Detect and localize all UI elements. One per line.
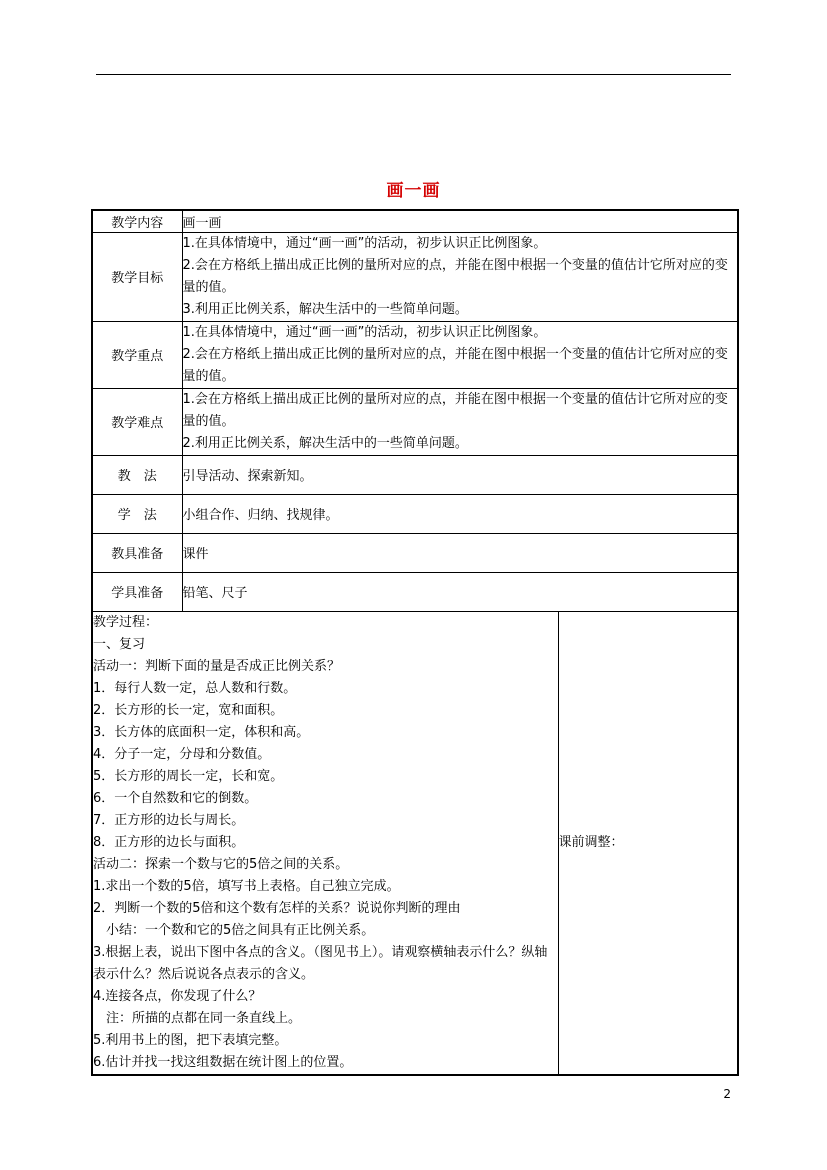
row-teacher-tools (92, 533, 738, 572)
process-line: 8．正方形的边长与面积。 (93, 834, 245, 850)
process-line: 5．长方形的周长一定，长和宽。 (93, 768, 284, 784)
difficulty-item: 2.利用正比例关系，解决生活中的一些简单问题。 (182, 435, 468, 451)
process-line: 2．长方形的长一定，宽和面积。 (93, 702, 284, 718)
value-student-tools: 铅笔、尺子 (182, 572, 738, 611)
page-number: 2 (723, 1087, 731, 1101)
process-line: 活动一：判断下面的量是否成正比例关系？ (93, 658, 341, 674)
row-difficulties (92, 388, 738, 455)
process-line: 4．分子一定，分母和分数值。 (93, 746, 271, 762)
label-content: 教学内容 (92, 210, 182, 232)
label-key-points: 教学重点 (92, 321, 182, 388)
process-line: 1．每行人数一定，总人数和行数。 (93, 680, 297, 696)
label-student-tools: 学具准备 (92, 572, 182, 611)
key-point-item: 2.会在方格纸上描出成正比例的量所对应的点，并能在图中根据一个变量的值估计它所对应的变量的值。 (182, 346, 728, 384)
value-difficulties (182, 388, 738, 455)
process-line: 3.根据上表，说出下图中各点的含义。（图见书上）。请观察横轴表示什么？纵轴表示什么？然后说说各点表示的含义。 (93, 944, 548, 982)
process-line: 3．长方体的底面积一定，体积和高。 (93, 724, 310, 740)
row-key-points (92, 321, 738, 388)
value-content: 画一画 (182, 210, 738, 232)
row-goals (92, 232, 738, 321)
row-learning-method (92, 494, 738, 533)
process-line: 6.估计并找一找这组数据在统计图上的位置。 (93, 1054, 353, 1070)
goal-item: 2.会在方格纸上描出成正比例的量所对应的点，并能在图中根据一个变量的值估计它所对应的变量的值。 (182, 257, 728, 295)
process-line: 6．一个自然数和它的倒数。 (93, 790, 258, 806)
row-content (92, 210, 738, 232)
goal-item: 3.利用正比例关系，解决生活中的一些简单问题。 (182, 301, 468, 317)
label-goals: 教学目标 (92, 232, 182, 321)
value-teaching-method: 引导活动、探索新知。 (182, 455, 738, 494)
process-line: 注：所描的点都在同一条直线上。 (106, 1010, 302, 1026)
process-line: 2．判断一个数的5倍和这个数有怎样的关系？说说你判断的理由 (93, 900, 461, 916)
label-teacher-tools: 教具准备 (92, 533, 182, 572)
header-rule (96, 74, 731, 75)
value-goals (182, 232, 738, 321)
value-teacher-tools: 课件 (182, 533, 738, 572)
row-process (92, 611, 738, 1075)
teaching-process (92, 611, 558, 1075)
label-teaching-method: 教 法 (92, 455, 182, 494)
process-line: 小结：一个数和它的5倍之间具有正比例关系。 (106, 922, 375, 938)
value-learning-method: 小组合作、归纳、找规律。 (182, 494, 738, 533)
difficulty-item: 1.会在方格纸上描出成正比例的量所对应的点，并能在图中根据一个变量的值估计它所对应的变量的值。 (182, 391, 728, 429)
row-student-tools (92, 572, 738, 611)
lesson-plan-table (91, 209, 739, 1076)
process-line: 7．正方形的边长与周长。 (93, 812, 245, 828)
process-line: 一、复习 (93, 636, 146, 652)
process-line: 5.利用书上的图，把下表填完整。 (93, 1032, 288, 1048)
process-line: 活动二：探索一个数与它的5倍之间的关系。 (93, 856, 349, 872)
value-key-points (182, 321, 738, 388)
label-learning-method: 学 法 (92, 494, 182, 533)
process-line: 教学过程： (93, 614, 159, 630)
label-difficulties: 教学难点 (92, 388, 182, 455)
key-point-item: 1.在具体情境中，通过“画一画”的活动，初步认识正比例图象。 (182, 324, 547, 340)
pre-class-adjustment (558, 611, 738, 1075)
row-teaching-method (92, 455, 738, 494)
notes-label: 课前调整： (558, 834, 624, 850)
goal-item: 1.在具体情境中，通过“画一画”的活动，初步认识正比例图象。 (182, 235, 547, 251)
process-line: 1.求出一个数的5倍，填写书上表格。自己独立完成。 (93, 878, 400, 894)
process-line: 4.连接各点，你发现了什么？ (93, 988, 262, 1004)
page-title: 画一画 (386, 181, 441, 201)
